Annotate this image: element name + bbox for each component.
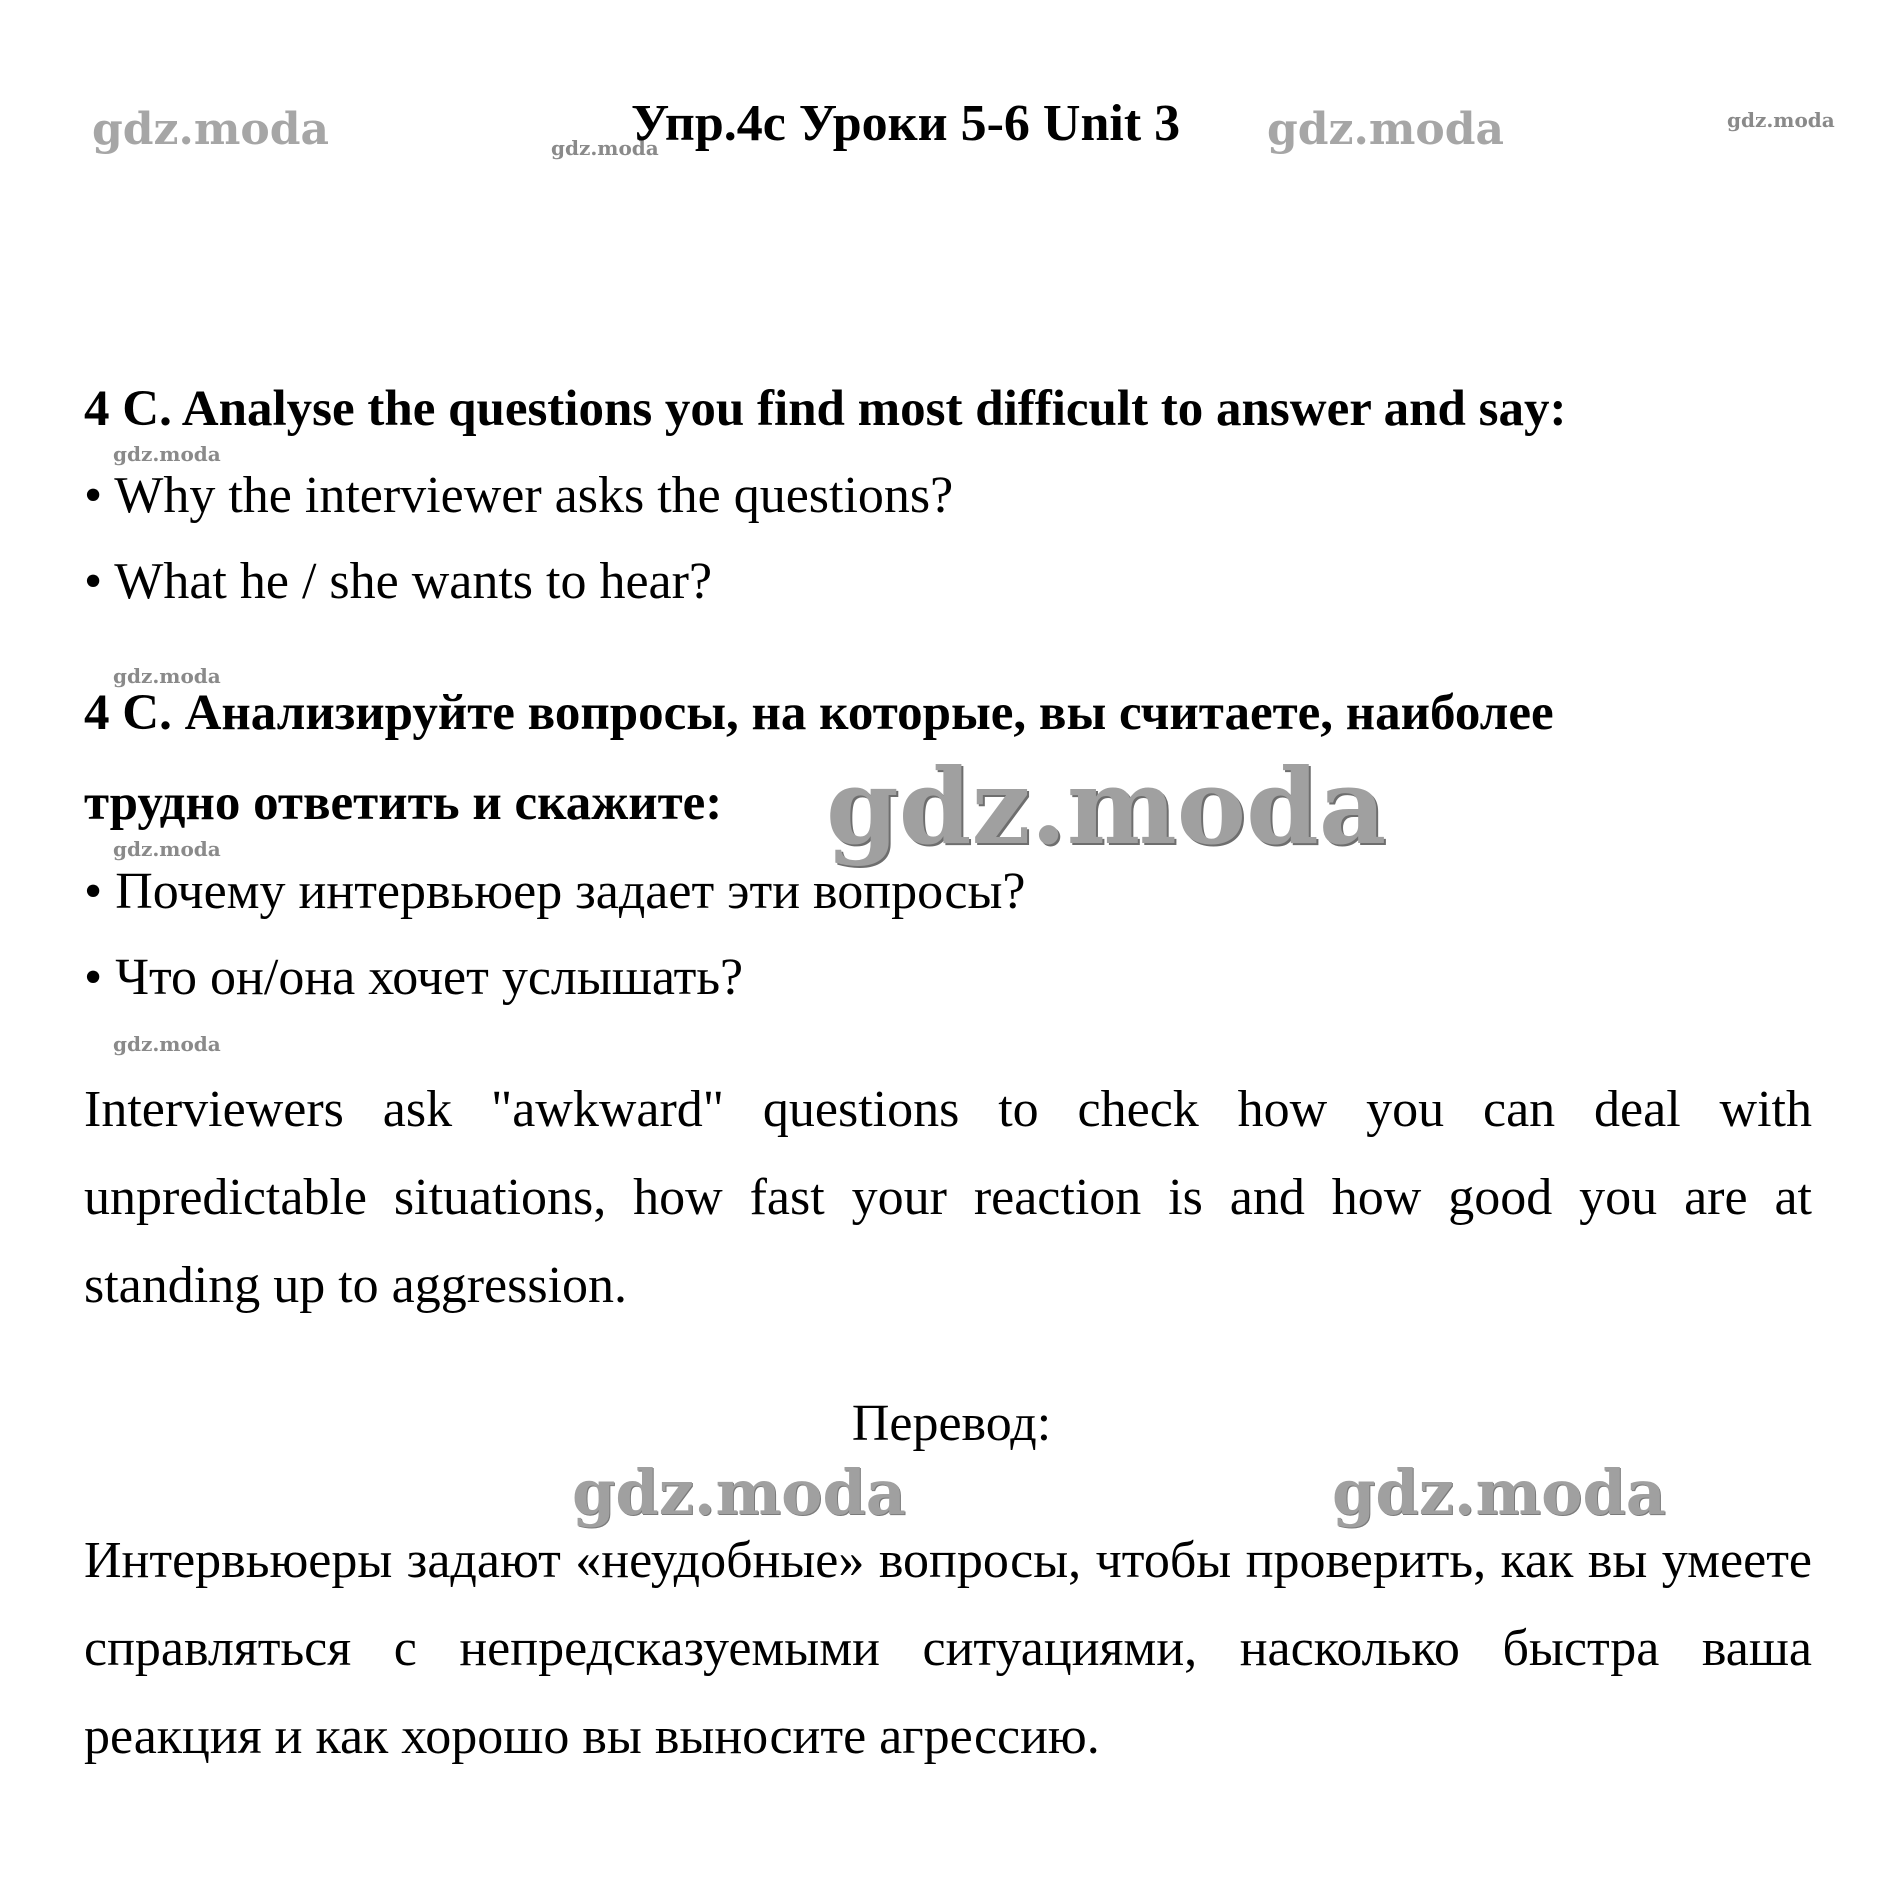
- watermark: gdz.moda: [1332, 1456, 1666, 1529]
- watermark: gdz.moda: [113, 664, 221, 688]
- russian-bullet-1: • Почему интервьюер задает эти вопросы?: [84, 863, 1026, 920]
- watermark: gdz.moda: [113, 442, 221, 466]
- english-bullet-2: • What he / she wants to hear?: [84, 553, 713, 610]
- russian-bullet-2: • Что он/она хочет услышать?: [84, 949, 744, 1006]
- watermark: gdz.moda: [551, 136, 659, 160]
- page-title: Упр.4с Уроки 5-6 Unit 3: [631, 95, 1181, 152]
- watermark: gdz.moda: [113, 837, 221, 861]
- watermark: gdz.moda: [92, 104, 330, 155]
- russian-heading-line-1: 4 С. Анализируйте вопросы, на которые, вы считаете, наиболее: [84, 685, 1554, 741]
- watermark: gdz.moda: [113, 1032, 221, 1056]
- translation-label: Перевод:: [851, 1395, 1052, 1452]
- english-heading: 4 C. Analyse the questions you find most difficult to answer and say:: [84, 381, 1567, 437]
- watermark: gdz.moda: [1267, 104, 1505, 155]
- watermark: gdz.moda: [572, 1456, 906, 1529]
- russian-heading-line-2: трудно ответить и скажите:: [84, 775, 723, 831]
- english-bullet-1: • Why the interviewer asks the questions?: [84, 467, 954, 524]
- watermark: gdz.moda: [1727, 108, 1835, 132]
- translation-paragraph: Интервьюеры задают «неудобные» вопросы, чтобы проверить, как вы умеете справляться с непредсказуемыми ситуациями, насколько быстра ваша реакция и как хорошо вы выносите агрессию.: [84, 1532, 1812, 1765]
- watermark: gdz.moda: [826, 745, 1387, 868]
- answer-paragraph: Interviewers ask "awkward" questions to check how you can deal with unpredictable situations, how fast your reaction is and how good you are at standing up to aggression.: [84, 1081, 1812, 1314]
